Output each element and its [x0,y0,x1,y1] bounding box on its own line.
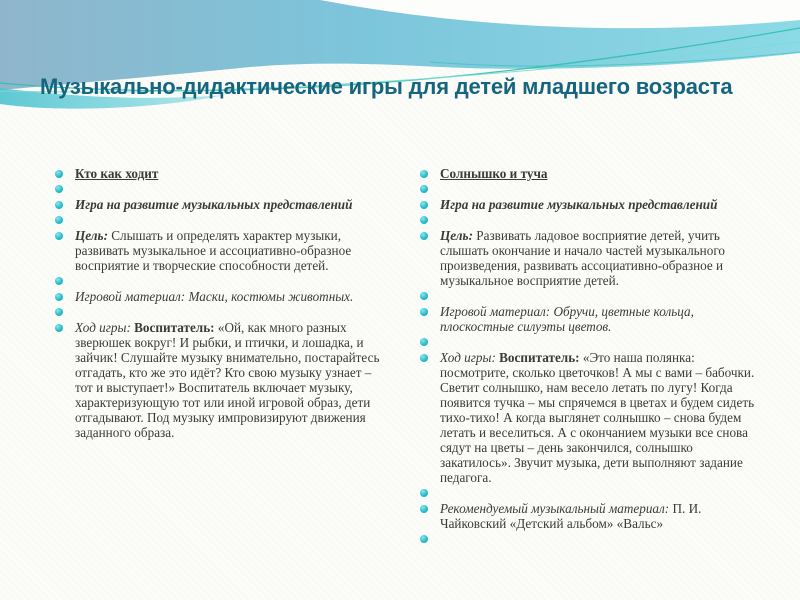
bullet-icon [55,293,63,301]
column-left [40,166,392,444]
bullet-icon [420,170,428,178]
bullet-icon [55,232,63,240]
bullet-icon [420,338,428,346]
bullet-icon [55,170,63,178]
list-item [40,166,392,181]
text-run: Игра на развитие музыкальных представлений [75,197,353,212]
list-item [40,289,392,304]
bullet-icon [420,232,428,240]
item-text [440,304,765,334]
text-run: Кто как ходит [75,166,159,181]
item-text [75,320,380,440]
game-title [440,166,548,181]
bullet-icon [55,201,63,209]
list-item [405,304,776,334]
list-item [405,197,776,212]
empty-bullet-row [405,535,776,543]
text-run: «Это наша полянка: посмотрите, сколько цветочков! А мы с вами – бабочки. Светит солнышко, нам весело летать по лугу! Когда появится тучка – мы спрячемся в цветах и будем сидеть тихо-тихо! А когда выглянет солнышко – снова будем летать и веселиться. А с окончанием музыки все снова сядут на цветы – день закончился, солнышко закатилось». Звучит музыка, дети выполняют задание педагога. [440,350,755,485]
bullet-icon [420,354,428,362]
text-run: Слышать и определять характер музыки, развивать музыкальное и ассоциативно-образное восприятие и творческие способности детей. [75,228,352,273]
content-columns [40,166,776,547]
text-run: Цель: [440,228,477,243]
empty-bullet-row [40,308,392,316]
empty-bullet-row [40,185,392,193]
empty-bullet-row [405,489,776,497]
text-run: «Ой, как много разных зверюшек вокруг! И рыбки, и птички, и лошадка, и зайчик! Слушайте музыку внимательно, постарайтесь отгадать, кто же это идёт? Кто свою музыку узнает – тот и выступает!» Воспитатель включает музыку, характеризующую тот или иной игровой образ, дети отгадывают. Под музыку импровизируют движения заданного образа. [75,320,380,440]
item-text [440,350,765,485]
text-run: Ход игры: [440,350,500,365]
list-item [40,228,392,273]
list-item [405,228,776,288]
text-run: Воспитатель: [134,320,218,335]
empty-bullet-row [405,185,776,193]
bullet-icon [55,277,63,285]
bullet-icon [55,324,63,332]
item-text [440,228,765,288]
item-text [75,228,380,273]
bullet-icon [420,201,428,209]
bullet-icon [55,216,63,224]
empty-bullet-row [405,338,776,346]
list-item [405,350,776,485]
column-right [405,166,776,547]
empty-bullet-row [405,216,776,224]
bullet-icon [420,185,428,193]
list-item [405,166,776,181]
bullet-icon [420,535,428,543]
bullet-icon [55,185,63,193]
text-run: Развивать ладовое восприятие детей, учить слышать окончание и начало частей музыкального произведения, развивать ассоциативно-образное и музыкальное восприятие детей. [440,228,725,288]
bullet-icon [420,292,428,300]
game-title [75,166,158,181]
text-run: Солнышко и туча [440,166,548,181]
list-item [40,197,392,212]
text-run: Игровой материал: Маски, костюмы животных. [75,289,354,304]
list-item [405,501,776,531]
text-run: П. И. Чайковский «Детский альбом» «Вальс» [440,501,702,531]
bullet-icon [420,505,428,513]
text-run: Рекомендуемый музыкальный материал: [440,501,673,516]
empty-bullet-row [40,277,392,285]
page-title: Музыкально-дидактические игры для детей младшего возраста [40,73,733,99]
list-item [40,320,392,440]
item-text [75,289,353,304]
text-run: Игра на развитие музыкальных представлений [440,197,718,212]
bullet-icon [420,308,428,316]
item-text [440,501,765,531]
text-run: Цель: [75,228,112,243]
empty-bullet-row [40,216,392,224]
item-text [440,197,717,212]
text-run: Игровой материал: Обручи, цветные кольца, плоскостные силуэты цветов. [440,304,694,334]
empty-bullet-row [405,292,776,300]
bullet-icon [420,489,428,497]
text-run: Ход игры: [75,320,135,335]
item-text [75,197,352,212]
bullet-icon [420,216,428,224]
bullet-icon [55,308,63,316]
text-run: Воспитатель: [499,350,583,365]
